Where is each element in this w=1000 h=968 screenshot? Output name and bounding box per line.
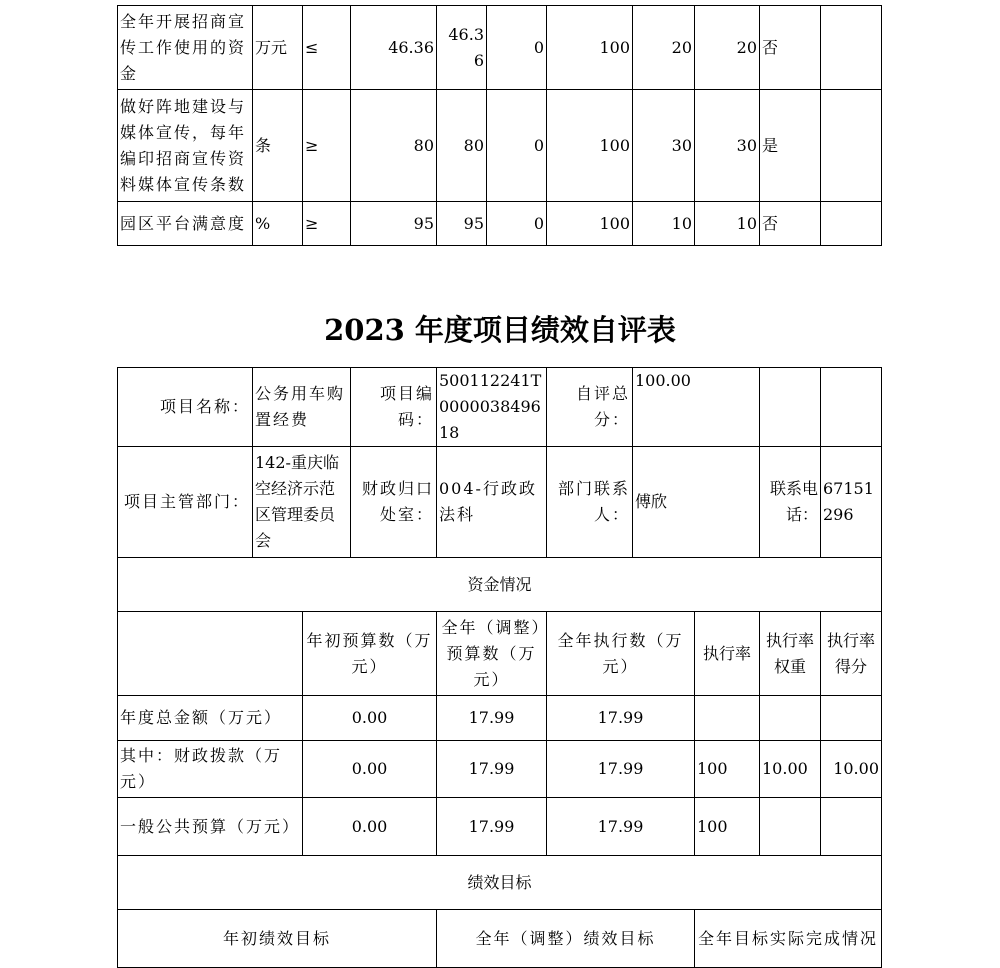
goals-section-title: 绩效目标 xyxy=(118,856,882,910)
contact-label: 部门联系人： xyxy=(547,447,633,558)
indicator-actual: 46.36 xyxy=(437,6,487,90)
funds-executed: 17.99 xyxy=(547,798,695,856)
funds-weight xyxy=(760,696,821,741)
self-score-value: 100.00 xyxy=(633,368,760,447)
indicator-actual: 80 xyxy=(437,90,487,202)
indicator-target: 80 xyxy=(351,90,437,202)
indicator-unit: 万元 xyxy=(253,6,303,90)
project-code-label: 项目编码： xyxy=(351,368,437,447)
phone-label: 联系电话： xyxy=(760,447,821,558)
indicator-weight: 10 xyxy=(633,202,695,246)
indicator-rate: 100 xyxy=(547,90,633,202)
goals-header: 年初绩效目标 xyxy=(118,910,437,968)
indicator-name: 做好阵地建设与媒体宣传，每年编印招商宣传资料媒体宣传条数 xyxy=(118,90,253,202)
funds-score: 10.00 xyxy=(821,741,882,798)
indicator-target: 95 xyxy=(351,202,437,246)
indicator-flag: 否 xyxy=(760,202,821,246)
empty-cell xyxy=(821,368,882,447)
finance-value: 004-行政政法科 xyxy=(437,447,547,558)
indicator-name: 全年开展招商宣传工作使用的资金 xyxy=(118,6,253,90)
funds-rate: 100 xyxy=(695,798,760,856)
table-row xyxy=(118,202,882,246)
indicator-weight: 30 xyxy=(633,90,695,202)
table-row xyxy=(118,856,882,910)
funds-header: 执行率得分 xyxy=(821,612,882,696)
indicator-operator: ≥ xyxy=(303,202,351,246)
indicator-rate: 100 xyxy=(547,6,633,90)
indicator-unit: 条 xyxy=(253,90,303,202)
funds-adjusted: 17.99 xyxy=(437,798,547,856)
indicator-score: 20 xyxy=(695,6,760,90)
funds-score xyxy=(821,696,882,741)
indicator-deviation: 0 xyxy=(487,6,547,90)
funds-executed: 17.99 xyxy=(547,741,695,798)
funds-executed: 17.99 xyxy=(547,696,695,741)
funds-initial: 0.00 xyxy=(303,696,437,741)
indicator-score: 10 xyxy=(695,202,760,246)
contact-value: 傅欣 xyxy=(633,447,760,558)
funds-rate: 100 xyxy=(695,741,760,798)
indicator-unit: % xyxy=(253,202,303,246)
table-row xyxy=(118,741,882,798)
indicator-operator: ≥ xyxy=(303,90,351,202)
funds-initial: 0.00 xyxy=(303,798,437,856)
funds-header: 年初预算数（万元） xyxy=(303,612,437,696)
project-code-value: 500112241T000003849618 xyxy=(437,368,547,447)
funds-rate xyxy=(695,696,760,741)
funds-header: 执行率权重 xyxy=(760,612,821,696)
funds-adjusted: 17.99 xyxy=(437,741,547,798)
funds-initial: 0.00 xyxy=(303,741,437,798)
funds-header: 执行率 xyxy=(695,612,760,696)
funds-section-title: 资金情况 xyxy=(118,558,882,612)
dept-value: 142-重庆临空经济示范区管理委员会 xyxy=(253,447,351,558)
indicator-note xyxy=(821,6,882,90)
evaluation-form-table xyxy=(117,367,882,968)
indicator-deviation: 0 xyxy=(487,202,547,246)
funds-row-label: 年度总金额（万元） xyxy=(118,696,303,741)
indicator-score: 30 xyxy=(695,90,760,202)
phone-value: 67151296 xyxy=(821,447,882,558)
table-row xyxy=(118,368,882,447)
funds-score xyxy=(821,798,882,856)
dept-label: 项目主管部门： xyxy=(118,447,253,558)
indicator-target: 46.36 xyxy=(351,6,437,90)
table-row xyxy=(118,910,882,968)
indicator-flag: 是 xyxy=(760,90,821,202)
goals-header: 全年目标实际完成情况 xyxy=(695,910,882,968)
indicator-operator: ≤ xyxy=(303,6,351,90)
indicator-rate: 100 xyxy=(547,202,633,246)
indicator-table xyxy=(117,5,882,246)
table-row xyxy=(118,90,882,202)
finance-label: 财政归口处室： xyxy=(351,447,437,558)
table-row xyxy=(118,6,882,90)
indicator-note xyxy=(821,202,882,246)
funds-weight: 10.00 xyxy=(760,741,821,798)
page-title: 2023 年度项目绩效自评表 xyxy=(324,313,676,347)
table-row xyxy=(118,798,882,856)
funds-adjusted: 17.99 xyxy=(437,696,547,741)
funds-row-label: 一般公共预算（万元） xyxy=(118,798,303,856)
table-row xyxy=(118,612,882,696)
self-score-label: 自评总分： xyxy=(547,368,633,447)
funds-weight xyxy=(760,798,821,856)
goals-header: 全年（调整）绩效目标 xyxy=(437,910,695,968)
indicator-name: 园区平台满意度 xyxy=(118,202,253,246)
table-row xyxy=(118,696,882,741)
empty-cell xyxy=(118,612,303,696)
empty-cell xyxy=(760,368,821,447)
indicator-deviation: 0 xyxy=(487,90,547,202)
table-row xyxy=(118,558,882,612)
indicator-note xyxy=(821,90,882,202)
funds-header: 全年执行数（万元） xyxy=(547,612,695,696)
project-name-value: 公务用车购置经费 xyxy=(253,368,351,447)
indicator-weight: 20 xyxy=(633,6,695,90)
funds-header: 全年（调整）预算数（万元） xyxy=(437,612,547,696)
table-row xyxy=(118,447,882,558)
funds-row-label: 其中：财政拨款（万元） xyxy=(118,741,303,798)
indicator-flag: 否 xyxy=(760,6,821,90)
project-name-label: 项目名称： xyxy=(118,368,253,447)
indicator-actual: 95 xyxy=(437,202,487,246)
